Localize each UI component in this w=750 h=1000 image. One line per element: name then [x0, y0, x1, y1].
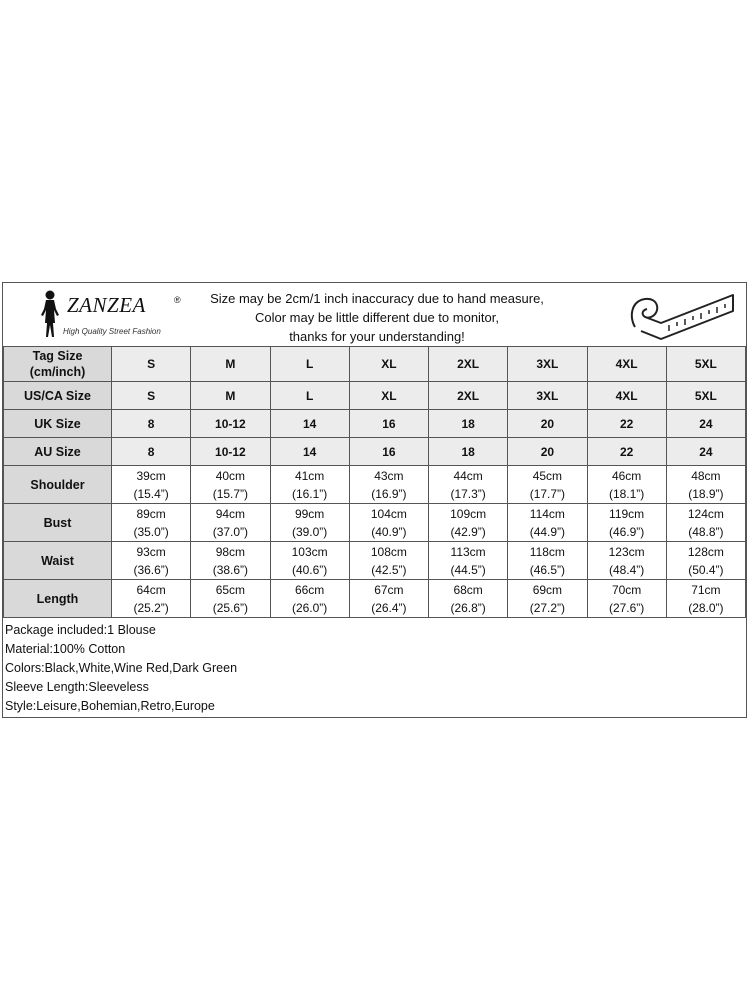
measurement-cell [270, 580, 349, 618]
inch-value: (37.0”) [212, 524, 249, 539]
table-row [4, 542, 746, 580]
cm-value: 104cm [370, 506, 407, 521]
detail-line: Package included:1 Blouse [5, 623, 156, 637]
measurement-cell [270, 466, 349, 504]
size-cell: 8 [112, 438, 191, 466]
measurement-cell [587, 580, 666, 618]
measurement-cell [191, 580, 270, 618]
inch-value: (40.6”) [291, 562, 328, 577]
inch-value: (16.9”) [371, 486, 407, 501]
cm-value: 114cm [529, 506, 565, 521]
chart-header [3, 283, 746, 347]
measurement-cell [508, 580, 587, 618]
inch-value: (48.4”) [608, 562, 645, 577]
inch-value: (36.6”) [133, 562, 169, 577]
size-cell: 14 [270, 410, 349, 438]
table-row [4, 438, 746, 466]
inch-value: (42.9”) [450, 524, 486, 539]
measurement-cell [112, 466, 191, 504]
size-cell: 2XL [429, 382, 508, 410]
inch-value: (50.4”) [688, 562, 724, 577]
cm-value: 128cm [687, 544, 724, 559]
cm-value: 68cm [453, 582, 483, 597]
detail-line: Material:100% Cotton [5, 642, 126, 656]
inch-value: (26.4”) [371, 600, 407, 615]
size-cell: 24 [666, 438, 745, 466]
size-cell: 4XL [587, 382, 666, 410]
size-cell: 5XL [666, 382, 745, 410]
cm-value: 71cm [691, 582, 721, 597]
measurement-cell [666, 504, 745, 542]
size-cell: 24 [666, 410, 745, 438]
inch-value: (25.6”) [212, 600, 249, 615]
size-cell: S [112, 382, 191, 410]
cm-value: 118cm [529, 544, 565, 559]
measurement-cell [666, 580, 745, 618]
size-cell: 18 [429, 410, 508, 438]
row-label: US/CA Size [4, 382, 112, 410]
table-row [4, 347, 746, 382]
measurement-cell [587, 542, 666, 580]
brand-logo [37, 287, 187, 343]
cm-value: 113cm [450, 544, 486, 559]
size-cell: 16 [349, 410, 428, 438]
size-cell: XL [349, 347, 428, 382]
inch-value: (42.5”) [371, 562, 407, 577]
size-cell: 22 [587, 438, 666, 466]
size-cell: M [191, 382, 270, 410]
measurement-cell [270, 542, 349, 580]
measurement-cell [587, 504, 666, 542]
inch-value: (18.9”) [688, 486, 724, 501]
size-table [3, 346, 746, 618]
inch-value: (28.0”) [688, 600, 724, 615]
detail-line: Style:Leisure,Bohemian,Retro,Europe [5, 699, 215, 713]
measurement-cell [508, 466, 587, 504]
size-cell: 20 [508, 410, 587, 438]
inch-value: (27.6”) [608, 600, 645, 615]
measurement-cell [429, 580, 508, 618]
inch-value: (25.2”) [133, 600, 169, 615]
inch-value: (44.5”) [450, 562, 486, 577]
measurement-cell [112, 580, 191, 618]
detail-line: Colors:Black,White,Wine Red,Dark Green [5, 661, 238, 675]
cm-value: 45cm [532, 468, 563, 483]
disclaimer-notes [185, 289, 569, 346]
inch-value: (27.2”) [529, 600, 566, 615]
measurement-cell [666, 466, 745, 504]
cm-value: 124cm [687, 506, 724, 521]
size-cell: 20 [508, 438, 587, 466]
cm-value: 94cm [215, 506, 246, 521]
measurement-cell [508, 542, 587, 580]
size-cell: 22 [587, 410, 666, 438]
inch-value: (38.6”) [212, 562, 249, 577]
inch-value: (46.5”) [529, 562, 566, 577]
measurement-cell [112, 504, 191, 542]
size-chart [2, 282, 747, 718]
measurement-cell [587, 466, 666, 504]
size-cell: 10-12 [191, 410, 270, 438]
cm-value: 93cm [136, 544, 166, 559]
inch-value: (39.0”) [291, 524, 328, 539]
row-label: UK Size [4, 410, 112, 438]
brand-name: ZANZEA [67, 293, 146, 317]
size-cell: 14 [270, 438, 349, 466]
cm-value: 98cm [215, 544, 246, 559]
inch-value: (18.1”) [608, 486, 645, 501]
note-line: Size may be 2cm/1 inch inaccuracy due to hand measure, [210, 291, 544, 306]
inch-value: (46.9”) [608, 524, 645, 539]
row-label: Waist [4, 542, 112, 580]
inch-value: (26.8”) [450, 600, 486, 615]
measurement-cell [270, 504, 349, 542]
size-cell: XL [349, 382, 428, 410]
cm-value: 119cm [609, 506, 645, 521]
inch-value: (35.0”) [133, 524, 169, 539]
inch-value: (15.4”) [133, 486, 169, 501]
cm-value: 69cm [532, 582, 563, 597]
cm-value: 46cm [611, 468, 642, 483]
cm-value: 67cm [374, 582, 404, 597]
cm-value: 66cm [294, 582, 325, 597]
cm-value: 40cm [215, 468, 246, 483]
measurement-cell [508, 504, 587, 542]
cm-value: 89cm [136, 506, 166, 521]
measurement-cell [349, 580, 428, 618]
cm-value: 64cm [136, 582, 166, 597]
size-cell: 18 [429, 438, 508, 466]
inch-value: (17.7”) [529, 486, 566, 501]
brand-tagline: High Quality Street Fashion [63, 327, 161, 336]
cm-value: 44cm [453, 468, 483, 483]
cm-value: 41cm [294, 468, 325, 483]
measurement-cell [429, 504, 508, 542]
measuring-tape-icon [621, 287, 737, 345]
detail-line: Sleeve Length:Sleeveless [5, 680, 149, 694]
cm-value: 65cm [215, 582, 246, 597]
measurement-cell [191, 466, 270, 504]
table-row [4, 466, 746, 504]
registered-mark: ® [174, 295, 181, 305]
row-label: Length [4, 580, 112, 618]
cm-value: 108cm [370, 544, 407, 559]
inch-value: (16.1”) [291, 486, 328, 501]
size-cell: 3XL [508, 347, 587, 382]
measurement-cell [349, 504, 428, 542]
size-cell: 4XL [587, 347, 666, 382]
table-row [4, 410, 746, 438]
cm-value: 70cm [611, 582, 642, 597]
measurement-cell [112, 542, 191, 580]
row-label: Tag Size (cm/inch) [4, 347, 112, 382]
measurement-cell [429, 466, 508, 504]
row-label: Bust [4, 504, 112, 542]
cm-value: 39cm [136, 468, 166, 483]
size-cell: 10-12 [191, 438, 270, 466]
size-cell: S [112, 347, 191, 382]
product-details [3, 621, 746, 716]
size-cell: 16 [349, 438, 428, 466]
cm-value: 99cm [294, 506, 325, 521]
row-label: Shoulder [4, 466, 112, 504]
measurement-cell [666, 542, 745, 580]
table-row [4, 580, 746, 618]
inch-value: (17.3”) [450, 486, 486, 501]
table-row [4, 504, 746, 542]
cm-value: 43cm [374, 468, 404, 483]
size-cell: L [270, 347, 349, 382]
inch-value: (15.7”) [212, 486, 249, 501]
cm-value: 109cm [450, 506, 487, 521]
measurement-cell [429, 542, 508, 580]
cm-value: 48cm [691, 468, 721, 483]
inch-value: (40.9”) [371, 524, 407, 539]
size-cell: 2XL [429, 347, 508, 382]
measurement-cell [191, 504, 270, 542]
size-cell: 8 [112, 410, 191, 438]
size-cell: M [191, 347, 270, 382]
woman-silhouette-icon [37, 289, 63, 341]
size-cell: L [270, 382, 349, 410]
table-row [4, 382, 746, 410]
measurement-cell [191, 542, 270, 580]
inch-value: (44.9”) [529, 524, 566, 539]
measurement-cell [349, 542, 428, 580]
row-label: AU Size [4, 438, 112, 466]
measurement-cell [349, 466, 428, 504]
note-line: thanks for your understanding! [289, 329, 465, 344]
size-cell: 3XL [508, 382, 587, 410]
inch-value: (48.8”) [688, 524, 724, 539]
size-cell: 5XL [666, 347, 745, 382]
cm-value: 123cm [608, 544, 645, 559]
cm-value: 103cm [291, 544, 328, 559]
note-line: Color may be little different due to monitor, [255, 310, 499, 325]
inch-value: (26.0”) [291, 600, 328, 615]
